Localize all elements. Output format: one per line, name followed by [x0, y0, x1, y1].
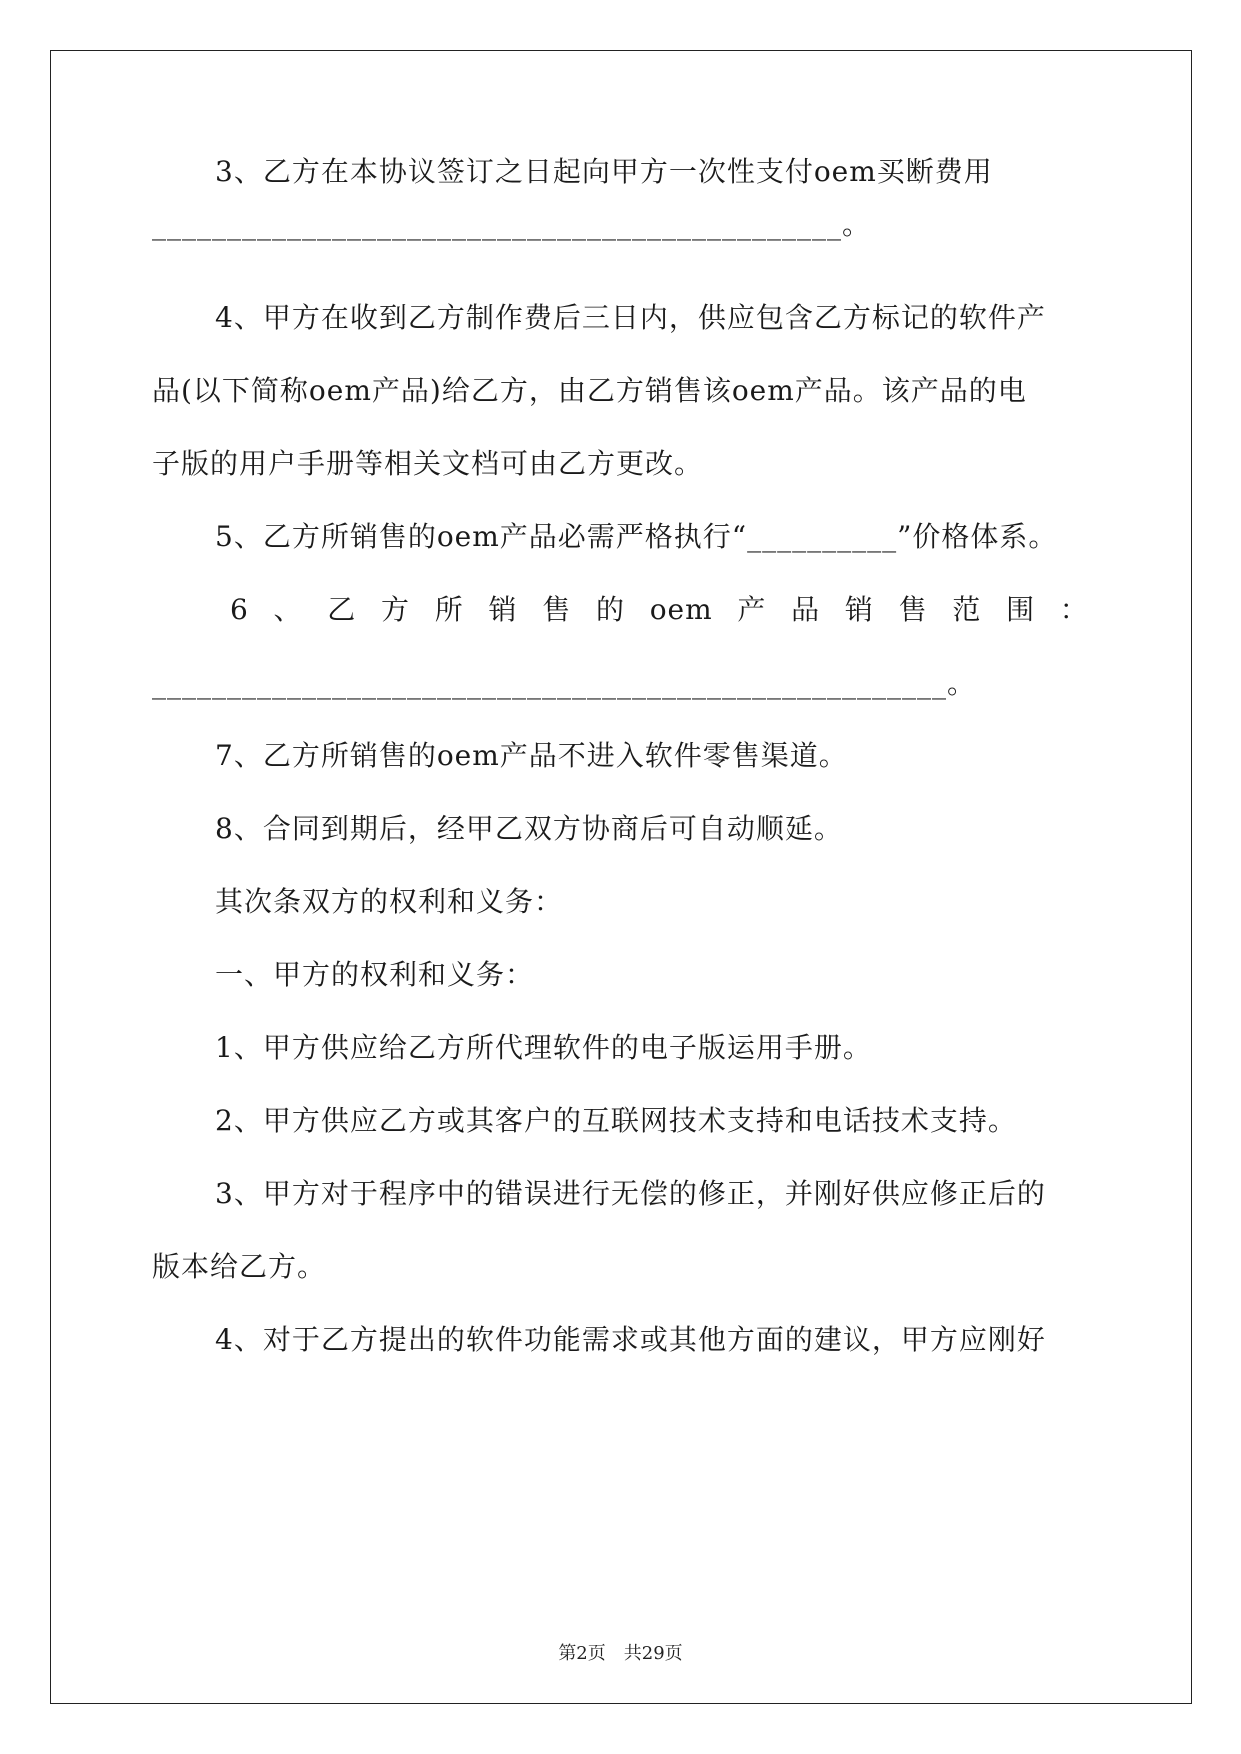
spread-char: 所: [434, 593, 464, 626]
paragraph-line-5: 子版的用户手册等相关文档可由乙方更改。: [152, 447, 704, 480]
spread-char: oem: [649, 593, 713, 626]
paragraph-line-6: 5、乙方所销售的oem产品必需严格执行“__________”价格体系。: [215, 520, 1058, 553]
spread-char: 的: [595, 593, 625, 626]
paragraph-line-4: 品(以下简称oem产品)给乙方，由乙方销售该oem产品。该产品的电: [152, 374, 1027, 407]
paragraph-line-7-spread: [152, 590, 1089, 630]
paragraph-line-13: 1、甲方供应给乙方所代理软件的电子版运用手册。: [215, 1031, 872, 1064]
spread-char: 、: [273, 593, 303, 626]
page-number-footer: 第2页 共29页: [558, 1643, 683, 1664]
paragraph-line-8: _____________________________________________________。: [152, 667, 977, 700]
paragraph-line-12: 一、甲方的权利和义务：: [215, 958, 535, 991]
spread-char: 品: [791, 593, 821, 626]
spread-char: 售: [898, 593, 928, 626]
spread-char: 售: [542, 593, 572, 626]
spread-char: 范: [952, 593, 982, 626]
spread-char: 销: [488, 593, 518, 626]
paragraph-line-14: 2、甲方供应乙方或其客户的互联网技术支持和电话技术支持。: [215, 1104, 1017, 1137]
paragraph-line-10: 8、合同到期后，经甲乙双方协商后可自动顺延。: [215, 812, 843, 845]
spread-char: 方: [381, 593, 411, 626]
paragraph-line-16: 版本给乙方。: [152, 1250, 327, 1283]
spread-char: ：: [1059, 593, 1089, 626]
paragraph-line-1: 3、乙方在本协议签订之日起向甲方一次性支付oem买断费用: [215, 155, 993, 188]
paragraph-line-17: 4、对于乙方提出的软件功能需求或其他方面的建议，甲方应刚好: [215, 1323, 1046, 1356]
spread-char: 围: [1006, 593, 1036, 626]
paragraph-line-15: 3、甲方对于程序中的错误进行无偿的修正，并刚好供应修正后的: [215, 1177, 1046, 1210]
paragraph-line-2: ______________________________________________。: [152, 208, 872, 241]
spread-char: 乙: [327, 593, 357, 626]
spread-char: 6: [230, 593, 249, 626]
paragraph-line-11: 其次条双方的权利和义务：: [215, 885, 564, 918]
paragraph-line-3: 4、甲方在收到乙方制作费后三日内，供应包含乙方标记的软件产: [215, 301, 1046, 334]
paragraph-line-9: 7、乙方所销售的oem产品不进入软件零售渠道。: [215, 739, 848, 772]
spread-char: 销: [844, 593, 874, 626]
spread-char: 产: [737, 593, 767, 626]
